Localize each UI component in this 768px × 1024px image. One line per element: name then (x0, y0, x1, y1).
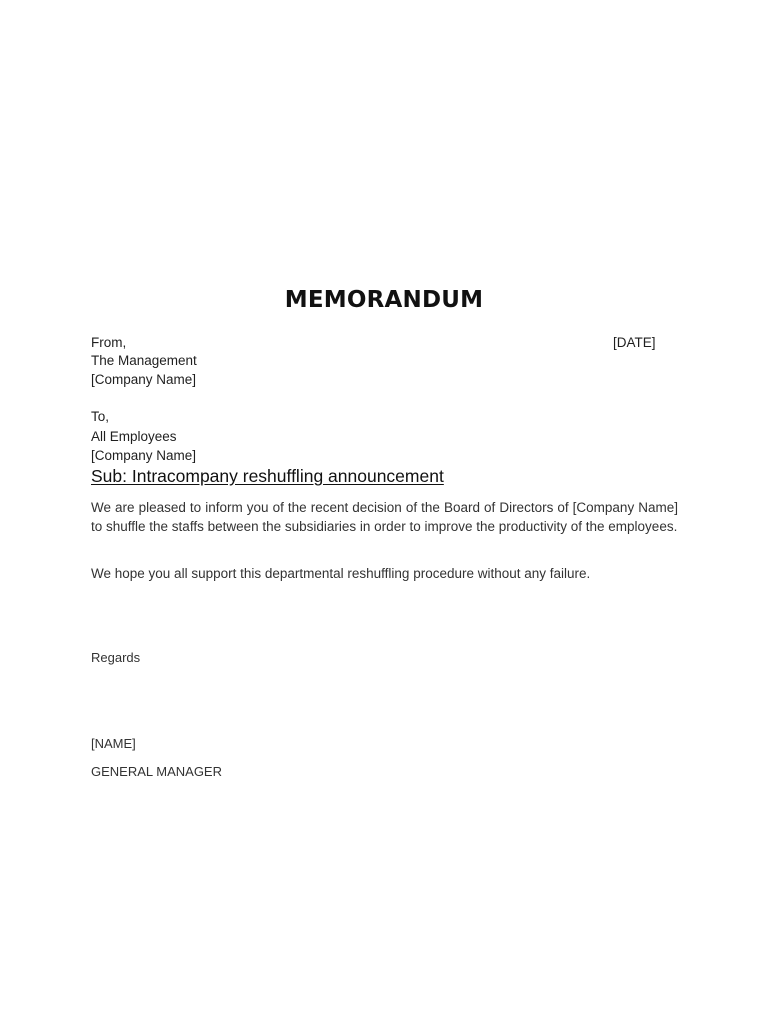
to-line-1: All Employees (91, 429, 177, 444)
memo-subject: Sub: Intracompany reshuffling announcement (91, 466, 444, 486)
to-label: To, (91, 409, 110, 424)
from-line-1: The Management (91, 353, 197, 368)
memo-title: MEMORANDUM (284, 287, 484, 313)
from-label: From, (91, 335, 127, 350)
signature-name: [NAME] (91, 736, 136, 751)
signature-title: GENERAL MANAGER (91, 764, 222, 779)
closing: Regards (91, 650, 141, 665)
memo-date: [DATE] (613, 335, 656, 350)
from-line-2: [Company Name] (91, 372, 197, 387)
to-line-2: [Company Name] (91, 448, 197, 463)
body-paragraph-1: We are pleased to inform you of the recent decision of the Board of Directors of [Company Name] to shuffle the staffs between the subsidiaries in order to improve the productivity of the employees. (91, 500, 678, 534)
body-paragraph-2: We hope you all support this departmental reshuffling procedure without any failure. (91, 566, 591, 581)
